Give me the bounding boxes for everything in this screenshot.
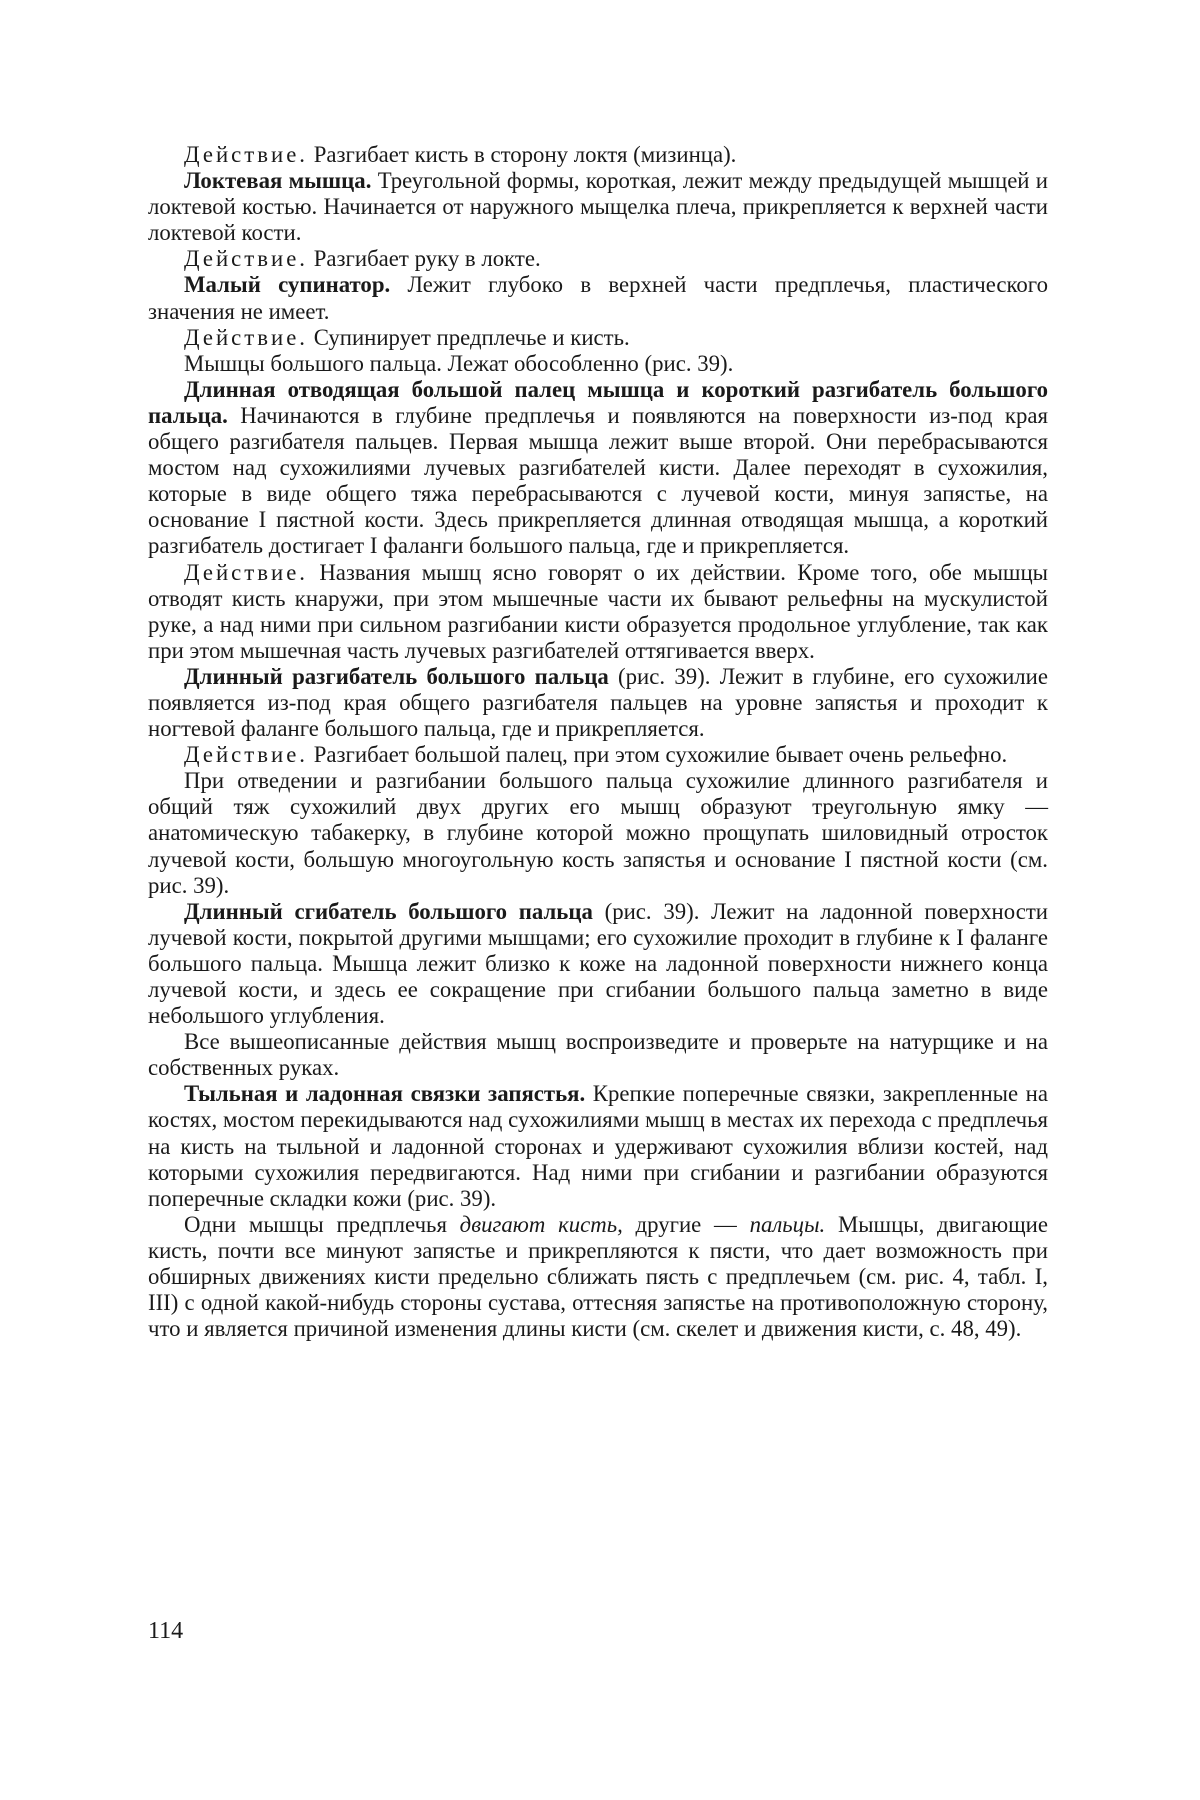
- paragraph: [148, 377, 1048, 560]
- italic-emphasis: двигают кисть,: [459, 1211, 623, 1237]
- paragraph-text: Все вышеописанные действия мышц воспроизведите и проверьте на натурщике и на собственных руках.: [148, 1029, 1048, 1081]
- muscle-term: Малый супинатор.: [184, 272, 391, 298]
- paragraph-text: Начинаются в глубине предплечья и появляются на поверхности из-под края общего разгибателя пальцев. Первая мышца лежит выше второй. Они перебрасываются мостом над сухожилиями лучевых разгибателей кисти. Далее переходят в сухожилия, которые в виде общего тяжа перебрасываются с лучевой кости, минуя запястье, на основание I пястной кости. Здесь прикрепляется длинная отводящая мышца, а короткий разгибатель достигает I фаланги большого пальца, где и прикрепляется.: [148, 402, 1048, 559]
- paragraph-text: Разгибает кисть в сторону локтя (мизинца).: [308, 142, 737, 167]
- action-label: Действие.: [184, 246, 309, 272]
- muscle-term: Длинная отводящая большой палец мышца и короткий разгибатель большого пальца.: [148, 376, 1048, 428]
- paragraph-text: Треугольной формы, короткая, лежит между предыдущей мышцей и локтевой костью. Начинается от наружного мыщелка плеча, прикрепляется к верхней части локтевой кости.: [148, 168, 1048, 246]
- action-label: Действие.: [184, 742, 309, 768]
- paragraph-text: Разгибает большой палец, при этом сухожилие бывает очень рельефно.: [308, 742, 1008, 768]
- paragraph: [148, 1212, 1048, 1342]
- paragraph: [148, 168, 1048, 246]
- paragraph-text: Разгибает руку в локте.: [308, 246, 541, 272]
- paragraph: [148, 325, 1048, 351]
- muscle-term: Локтевая мышца.: [184, 168, 372, 194]
- paragraph-text: Мышцы большого пальца. Лежат обособленно (рис. 39).: [184, 350, 734, 376]
- action-label: Действие.: [184, 142, 309, 167]
- action-label: Действие.: [184, 559, 309, 585]
- paragraph: [148, 142, 1048, 168]
- paragraph-text: (рис. 39). Лежит на ладонной поверхности лучевой кости, покрытой другими мышцами; его сухожилие проходит в глубине к I фаланге большого пальца. Мышца лежит близко к коже на ладонной поверхности нижнего конца лучевой кости, и здесь ее сокращение при сгибании большого пальца заметно в виде небольшого углубления.: [148, 898, 1048, 1029]
- paragraph: [148, 351, 1048, 377]
- paragraph-text: Одни мышцы предплечья: [184, 1211, 460, 1237]
- paragraph: [148, 899, 1048, 1029]
- paragraph-text: При отведении и разгибании большого пальца сухожилие длинного разгибателя и общий тяж сухожилий двух других его мышц образуют треугольную ямку — анатомическую табакерку, в глубине которой можно прощупать шиловидный отросток лучевой кости, большую многоугольную кость запястья и основание I пястной кости (см. рис. 39).: [148, 768, 1048, 898]
- paragraph: [148, 664, 1048, 742]
- muscle-term: Длинный сгибатель большого пальца: [184, 898, 593, 924]
- paragraph: [148, 768, 1048, 898]
- paragraph: [148, 1029, 1048, 1081]
- page-text: [148, 142, 1048, 1342]
- page-number: 114: [148, 1618, 184, 1644]
- paragraph-text: (рис. 39). Лежит в глубине, его сухожилие появляется из-под края общего разгибателя пальцев на уровне запястья и проходит к ногтевой фаланге большого пальца, где и прикрепляется.: [148, 663, 1048, 742]
- action-label: Действие.: [184, 324, 309, 350]
- paragraph-text: Лежит глубоко в верхней части предплечья, пластического значения не имеет.: [148, 272, 1048, 324]
- paragraph-text: Крепкие поперечные связки, закрепленные на костях, мостом перекидываются над сухожилиями мышц в местах их перехода с предплечья на кисть на тыльной и ладонной сторонах и удерживают сухожилия вблизи костей, над которыми сухожилия передвигаются. Над ними при сгибании и разгибании образуются поперечные складки кожи (рис. 39).: [148, 1081, 1048, 1211]
- paragraph-text: Супинирует предплечье и кисть.: [308, 324, 630, 350]
- paragraph-text: Названия мышц ясно говорят о их действии. Кроме того, обе мышцы отводят кисть кнаружи, при этом мышечные части их бывают рельефны на мускулистой руке, а над ними при сильном разгибании кисти образуется продольное углубление, так как при этом мышечная часть лучевых разгибателей оттягивается вверх.: [148, 559, 1048, 663]
- paragraph: [148, 560, 1048, 664]
- italic-emphasis: пальцы.: [749, 1211, 826, 1237]
- paragraph: [148, 272, 1048, 324]
- paragraph-text: другие —: [622, 1211, 750, 1237]
- paragraph-text: Мышцы, двигающие кисть, почти все минуют запястье и прикрепляются к пясти, что дает возможность при обширных движениях кисти предельно сближать пясть с предплечьем (см. рис. 4, табл. I, III) с одной какой-нибудь стороны сустава, оттесняя запястье на противоположную сторону, что и является причиной изменения длины кисти (см. скелет и движения кисти, с. 48, 49).: [148, 1211, 1048, 1342]
- muscle-term: Длинный разгибатель большого пальца: [184, 663, 609, 689]
- paragraph: [148, 1081, 1048, 1211]
- paragraph: [148, 742, 1048, 768]
- muscle-term: Тыльная и ладонная связки запястья.: [184, 1081, 586, 1107]
- paragraph: [148, 246, 1048, 272]
